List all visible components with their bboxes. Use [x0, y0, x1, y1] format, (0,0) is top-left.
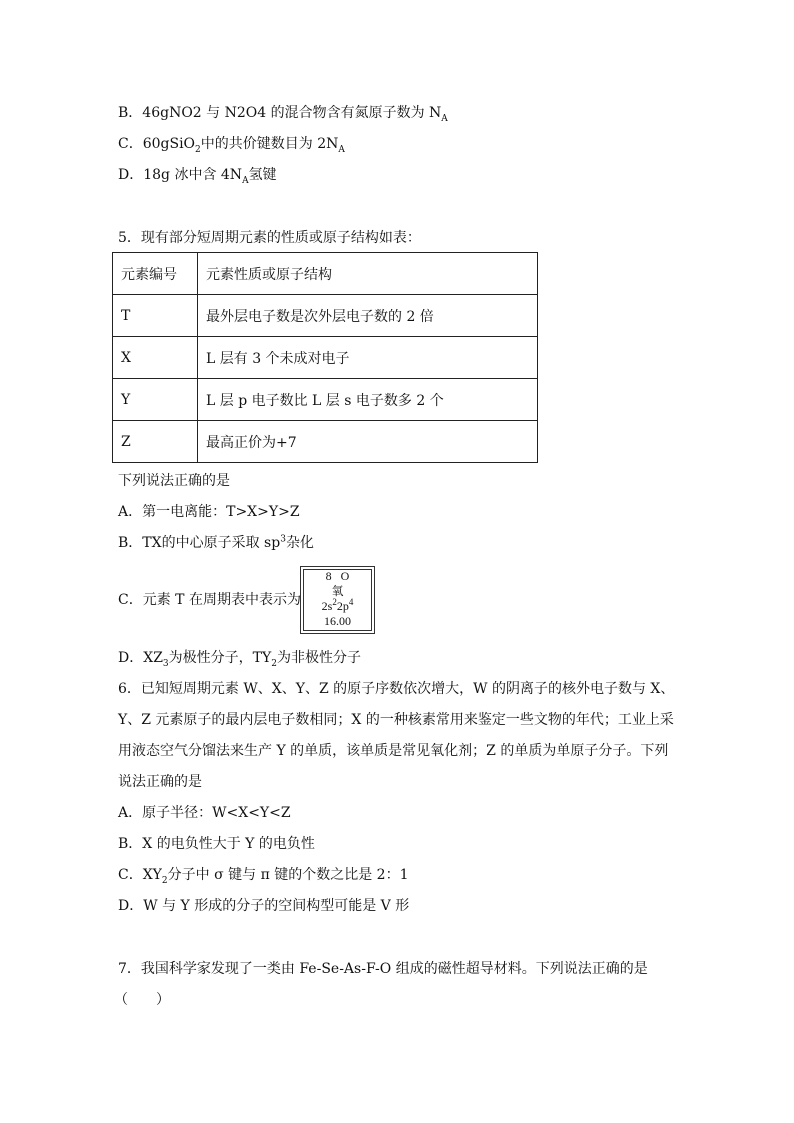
q5-question: 下列说法正确的是 — [118, 473, 230, 489]
q5-option-d-text3: 为非极性分子 — [276, 650, 361, 666]
q6-stem-line-3: 用液态空气分馏法来生产 Y 的单质，该单质是常见氧化剂；Z 的单质为单原子分子。下列 — [118, 743, 669, 759]
table-header-cell: 元素性质或原子结构 — [198, 253, 538, 295]
q4-option-d-text: D．18g 冰中含 4N — [118, 167, 243, 183]
table-row — [113, 295, 538, 337]
table-cell: 最外层电子数是次外层电子数的 2 倍 — [198, 295, 538, 337]
config-part: 2p — [336, 599, 349, 613]
superscript: 4 — [348, 597, 354, 607]
q4-option-d-text2: 氢键 — [248, 167, 277, 183]
subscript: 2 — [271, 658, 277, 669]
q6-option-c-text2: 分子中 σ 键与 π 键的个数之比是 2：1 — [167, 867, 409, 883]
table-row — [113, 337, 538, 379]
q6-option-c-text: C．XY — [118, 867, 162, 883]
q6-option-d: D．W 与 Y 形成的分子的空间构型可能是 V 形 — [118, 898, 410, 914]
q5-option-d — [118, 649, 361, 667]
q5-option-c: C．元素 T 在周期表中表示为 — [118, 592, 301, 608]
subscript: A — [338, 144, 345, 155]
subscript: 2 — [195, 144, 201, 155]
q6-option-c — [118, 866, 408, 884]
table-row — [113, 421, 538, 463]
q5-option-b-text2: 的中心原子采取 sp — [161, 535, 281, 551]
q4-option-c — [118, 135, 345, 153]
table-cell: L 层 p 电子数比 L 层 s 电子数多 2 个 — [198, 379, 538, 421]
q6-option-a: A．原子半径：W<X<Y<Z — [118, 805, 291, 821]
subscript: 2 — [161, 875, 168, 886]
element-symbol: O — [340, 569, 350, 583]
q7-answer-blank: （ ） — [114, 992, 170, 1008]
table-header-cell: 元素编号 — [113, 253, 198, 295]
config-part: 2s — [321, 599, 333, 613]
q4-option-b — [118, 104, 448, 122]
superscript: 3 — [280, 534, 286, 545]
table-cell: Y — [113, 379, 198, 421]
q5-option-b-text3: 杂化 — [285, 535, 314, 551]
q4-option-c-text: C．60gSiO — [118, 136, 196, 152]
table-header-row — [113, 253, 538, 295]
q4-option-b-text: B．46gNO2 与 N2O4 的混合物含有氮原子数为 N — [118, 105, 442, 121]
subscript: A — [441, 113, 448, 124]
q6-stem-line-2: Y、Z 元素原子的最内层电子数相同；X 的一种核素常用来鉴定一些文物的年代；工业上采 — [118, 712, 674, 728]
periodic-table-tile — [300, 566, 375, 634]
table-cell: Z — [113, 421, 198, 463]
superscript: 2 — [332, 597, 337, 607]
q4-option-c-text2: 中的共价键数目为 2N — [200, 136, 339, 152]
subscript: 3 — [162, 658, 169, 669]
element-name: 氧 — [331, 584, 344, 598]
table-cell: 最高正价为+7 — [198, 421, 538, 463]
q5-option-a: A．第一电离能：T>X>Y>Z — [118, 504, 300, 520]
electron-config — [301, 599, 374, 614]
q7-stem: 7．我国科学家发现了一类由 Fe-Se-As-F-O 组成的磁性超导材料。下列说法正确的是 — [118, 961, 648, 977]
q5-option-b — [118, 534, 314, 552]
q5-option-d-text: D．XZ — [118, 650, 163, 666]
element-table — [112, 252, 538, 463]
q5-stem: 5．现有部分短周期元素的性质或原子结构如表： — [118, 230, 421, 246]
q5-option-d-text2: 为极性分子，TY — [168, 650, 272, 666]
tile-number-symbol — [301, 569, 374, 584]
subscript: A — [242, 175, 249, 186]
atomic-mass: 16.00 — [324, 614, 351, 628]
q6-stem-line-4: 说法正确的是 — [118, 774, 202, 790]
table-cell: X — [113, 337, 198, 379]
table-cell: T — [113, 295, 198, 337]
q6-option-b: B．X 的电负性大于 Y 的电负性 — [118, 836, 315, 852]
q5-option-b-text: B．TX — [118, 535, 162, 551]
q6-stem-line-1: 6．已知短周期元素 W、X、Y、Z 的原子序数依次增大，W 的阴离子的核外电子数与 X、 — [118, 681, 675, 697]
table-row — [113, 379, 538, 421]
q4-option-d — [118, 166, 277, 184]
table-cell: L 层有 3 个未成对电子 — [198, 337, 538, 379]
atomic-number: 8 — [325, 569, 332, 583]
